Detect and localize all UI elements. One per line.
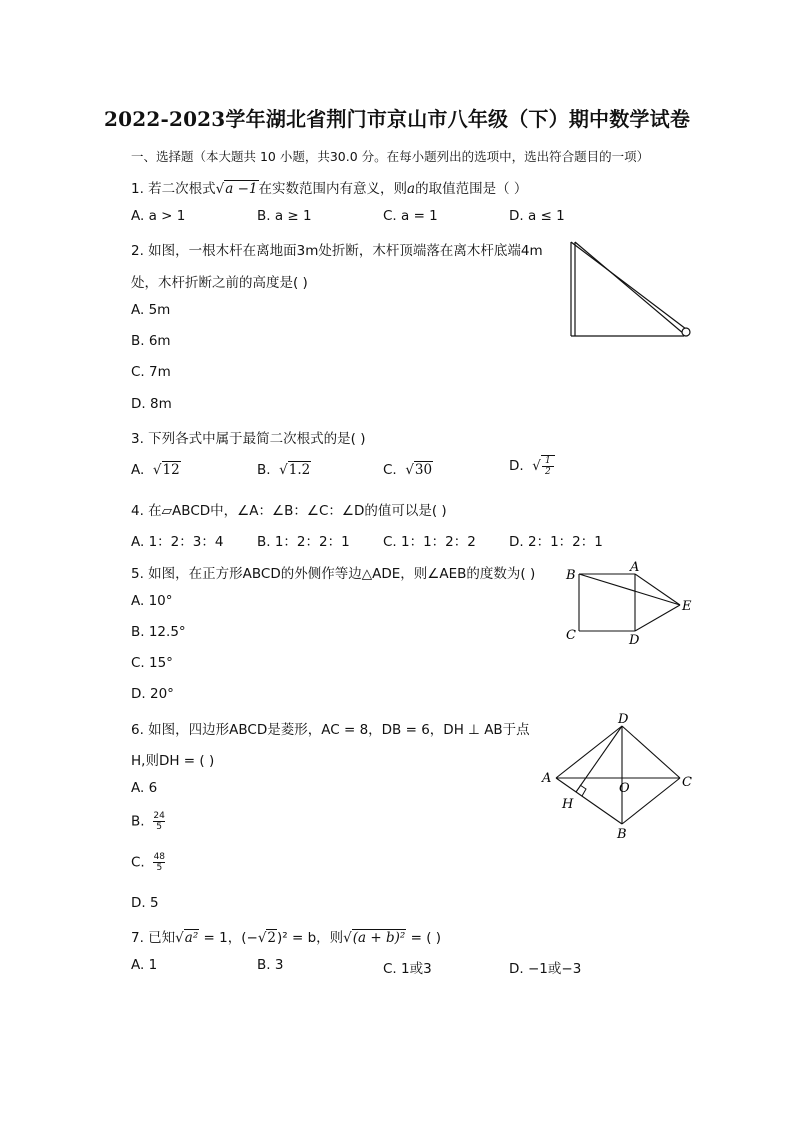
q5-option-a: A. 10°: [131, 593, 173, 609]
q1-text-b: 在实数范围内有意义，则: [258, 181, 408, 197]
q3-label-a: A.: [131, 462, 145, 478]
q6-rhombus-figure: [538, 712, 698, 842]
question-1: [131, 177, 527, 197]
q4-option-b: B. 1：2：2：1: [257, 534, 350, 550]
q2-option-b: B. 6m: [131, 333, 171, 349]
q4-option-c: C. 1：1：2：2: [383, 534, 476, 550]
q6-option-b: [131, 811, 165, 832]
q5-option-d: D. 20°: [131, 686, 174, 702]
q2-option-d: D. 8m: [131, 396, 172, 412]
q6-edge-ad: [556, 726, 622, 778]
pole-tip-circle: [682, 328, 690, 336]
q6-label-a: A: [542, 771, 552, 786]
q7-option-d: D. −1或−3: [509, 961, 582, 977]
q3-option-a: [131, 462, 181, 478]
q3-radical-b: √1.2: [279, 462, 311, 478]
page-title: 2022-2023学年湖北省荆门市京山市八年级（下）期中数学试卷: [103, 107, 691, 131]
q5-label-b: B: [566, 568, 576, 583]
q6-label-d: D: [618, 712, 629, 727]
broken-pole-top: [571, 242, 686, 329]
q6-edge-dc: [622, 726, 680, 778]
q4-option-a: A. 1：2：3：4: [131, 534, 224, 550]
q6-label-c: C: [682, 775, 692, 790]
q6-label-b: B: [617, 827, 627, 842]
q7-text-c: )² = b，则: [277, 930, 344, 946]
q1-option-a: A. a > 1: [131, 208, 186, 224]
q5-option-c: C. 15°: [131, 655, 173, 671]
q6-edge-cb: [622, 778, 680, 824]
q7-text-d: = ( ): [406, 930, 442, 946]
q3-option-b: [257, 462, 311, 478]
q5-label-e: E: [682, 599, 692, 614]
q3-label-c: C.: [383, 462, 397, 478]
q1-var: a: [407, 181, 416, 197]
q3-radical-a: √12: [152, 462, 180, 478]
q1-text-c: 的取值范围是（ ）: [415, 181, 528, 197]
q1-radical: √a −1: [215, 181, 258, 197]
q6-line-2: H,则DH = ( ): [131, 753, 215, 769]
q2-line-2: 处，木杆折断之前的高度是( ): [131, 275, 308, 291]
q6-label-c: C.: [131, 854, 145, 871]
q3-option-c: [383, 462, 433, 478]
q1-option-d: D. a ≤ 1: [509, 208, 565, 224]
q5-edge-ae: [635, 574, 680, 605]
q7-radical-1: √a²: [175, 930, 199, 946]
broken-pole-bottom: [575, 242, 684, 334]
section-heading: 一、选择题（本大题共 10 小题，共30.0 分。在每小题列出的选项中，选出符合题目的一项）: [131, 149, 650, 164]
question-7: [131, 926, 441, 946]
q5-option-b: B. 12.5°: [131, 624, 186, 640]
q6-label-h: H: [562, 797, 574, 812]
q1-text-a: 1. 若二次根式: [131, 181, 216, 197]
q5-label-a: A: [630, 560, 640, 575]
q2-option-c: C. 7m: [131, 364, 171, 380]
q3-fraction: $\frac{1}{2}$: [542, 456, 554, 477]
q6-fraction-c: $\frac{48}{5}$: [153, 852, 166, 873]
q5-edge-de: [635, 605, 680, 631]
q6-option-d: D. 5: [131, 895, 159, 911]
q5-text: 5. 如图，在正方形ABCD的外侧作等边△ADE，则∠AEB的度数为( ): [131, 566, 536, 582]
q6-option-a: A. 6: [131, 780, 158, 796]
q3-radical-c: √30: [405, 462, 433, 478]
q1-option-b: B. a ≥ 1: [257, 208, 312, 224]
q3-label-d: D.: [509, 458, 524, 474]
q6-segment-dh: [576, 726, 622, 792]
q6-line-1: 6. 如图，四边形ABCD是菱形，AC = 8，DB = 6，DH ⊥ AB于点: [131, 722, 530, 738]
q3-radical-d: √ $\frac{1}{2}$: [532, 455, 555, 477]
q6-label-o: O: [619, 781, 630, 796]
q7-option-a: A. 1: [131, 957, 158, 973]
q4-option-d: D. 2：1：2：1: [509, 534, 603, 550]
q1-option-c: C. a = 1: [383, 208, 438, 224]
q2-line-1: 2. 如图，一根木杆在离地面3m处折断，木杆顶端落在离木杆底端4m: [131, 243, 543, 259]
q6-option-c: [131, 852, 165, 873]
q7-text-b: = 1，(−: [199, 930, 258, 946]
q7-option-b: B. 3: [257, 957, 284, 973]
q7-radical-3: √(a + b)²: [343, 930, 406, 946]
q7-radical-2: √2: [257, 930, 277, 946]
q3-option-d: [509, 455, 555, 477]
q3-text: 3. 下列各式中属于最简二次根式的是( ): [131, 431, 366, 447]
q5-label-c: C: [566, 628, 576, 643]
q3-label-b: B.: [257, 462, 271, 478]
q5-edge-be: [579, 574, 680, 605]
q6-right-angle-mark: [580, 785, 586, 796]
q2-option-a: A. 5m: [131, 302, 171, 318]
q4-text: 4. 在▱ABCD中，∠A：∠B：∠C：∠D的值可以是( ): [131, 503, 447, 519]
q5-label-d: D: [629, 633, 640, 648]
q7-option-c: C. 1或3: [383, 961, 432, 977]
q6-fraction-b: $\frac{24}{5}$: [153, 811, 165, 832]
q5-square-figure: [560, 560, 700, 652]
q6-label-b: B.: [131, 813, 145, 830]
q7-text-a: 7. 已知: [131, 930, 176, 946]
q2-pole-figure: [560, 236, 700, 346]
